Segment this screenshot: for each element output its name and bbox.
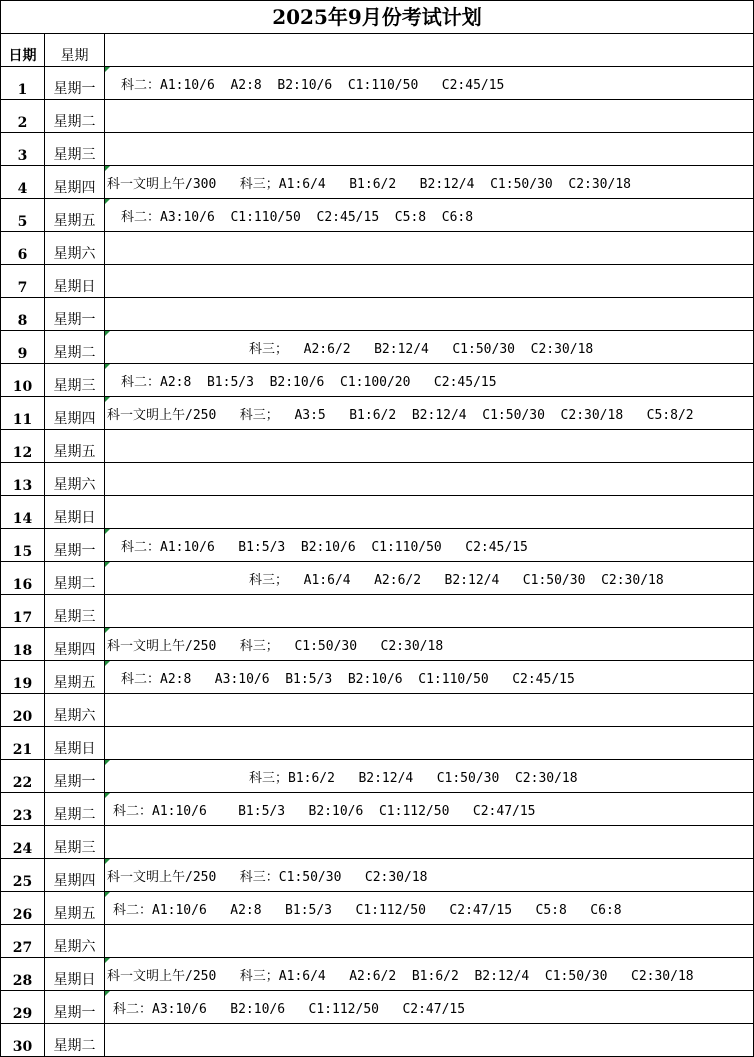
plan-text: 科二：A3:10/6 B2:10/6 C1:112/50 C2:47/15 (113, 1001, 466, 1017)
plan-text: 科三； A1:6/4 A2:6/2 B2:12/4 C1:50/30 C2:30/18 (249, 572, 664, 588)
plan-cell[interactable] (105, 298, 753, 330)
date-cell[interactable]: 19 (1, 661, 45, 693)
plan-text: 科二：A3:10/6 C1:110/50 C2:45/15 C5:8 C6:8 (121, 209, 474, 225)
table-row (1, 331, 753, 364)
weekday-cell[interactable]: 星期日 (45, 496, 105, 528)
plan-text: 科二：A2:8 A3:10/6 B1:5/3 B2:10/6 C1:110/50 C2:45/15 (121, 671, 575, 687)
plan-text: 科二：A2:8 B1:5/3 B2:10/6 C1:100/20 C2:45/15 (121, 374, 497, 390)
plan-cell[interactable] (105, 265, 753, 297)
header-weekday: 星期 (45, 34, 105, 66)
table-row (1, 595, 753, 628)
date-cell[interactable]: 18 (1, 628, 45, 660)
plan-cell[interactable] (105, 100, 753, 132)
plan-cell[interactable] (105, 958, 753, 990)
plan-cell[interactable] (105, 694, 753, 726)
plan-cell[interactable] (105, 826, 753, 858)
table-row (1, 826, 753, 859)
date-cell[interactable]: 2 (1, 100, 45, 132)
plan-cell[interactable] (105, 364, 753, 396)
table-row (1, 397, 753, 430)
table-row (1, 463, 753, 496)
weekday-cell[interactable]: 星期日 (45, 958, 105, 990)
date-cell[interactable]: 10 (1, 364, 45, 396)
plan-cell[interactable] (105, 925, 753, 957)
date-cell[interactable]: 24 (1, 826, 45, 858)
weekday-cell[interactable]: 星期一 (45, 760, 105, 792)
table-row (1, 727, 753, 760)
plan-text: 科一文明上午/250 科三：C1:50/30 C2:30/18 (107, 869, 428, 885)
plan-text: 科一文明上午/250 科三； A3:5 B1:6/2 B2:12/4 C1:50/30 C2:30/18 C5:8/2 (107, 407, 694, 423)
plan-cell[interactable] (105, 991, 753, 1023)
weekday-cell[interactable]: 星期一 (45, 298, 105, 330)
date-cell[interactable]: 28 (1, 958, 45, 990)
date-cell[interactable]: 30 (1, 1024, 45, 1056)
table-row (1, 199, 753, 232)
table-row (1, 628, 753, 661)
weekday-cell[interactable]: 星期五 (45, 661, 105, 693)
weekday-cell[interactable]: 星期五 (45, 892, 105, 924)
date-cell[interactable]: 11 (1, 397, 45, 429)
plan-cell[interactable] (105, 1024, 753, 1056)
weekday-cell[interactable]: 星期六 (45, 463, 105, 495)
plan-text: 科二：A1:10/6 A2:8 B2:10/6 C1:110/50 C2:45/15 (121, 77, 505, 93)
weekday-cell[interactable]: 星期二 (45, 100, 105, 132)
plan-cell[interactable] (105, 661, 753, 693)
plan-cell[interactable] (105, 628, 753, 660)
table-row (1, 760, 753, 793)
plan-cell[interactable] (105, 430, 753, 462)
plan-cell[interactable] (105, 199, 753, 231)
table-row (1, 793, 753, 826)
date-cell[interactable]: 15 (1, 529, 45, 561)
weekday-cell[interactable]: 星期五 (45, 199, 105, 231)
table-row (1, 430, 753, 463)
weekday-cell[interactable]: 星期日 (45, 727, 105, 759)
plan-cell[interactable] (105, 397, 753, 429)
weekday-cell[interactable]: 星期二 (45, 562, 105, 594)
date-cell[interactable]: 21 (1, 727, 45, 759)
date-cell[interactable]: 25 (1, 859, 45, 891)
date-cell[interactable]: 1 (1, 67, 45, 99)
table-row (1, 958, 753, 991)
weekday-cell[interactable]: 星期四 (45, 628, 105, 660)
plan-cell[interactable] (105, 859, 753, 891)
plan-text: 科一文明上午/300 科三；A1:6/4 B1:6/2 B2:12/4 C1:50/30 C2:30/18 (107, 176, 631, 192)
plan-cell[interactable] (105, 727, 753, 759)
weekday-cell[interactable]: 星期六 (45, 232, 105, 264)
plan-cell[interactable] (105, 496, 753, 528)
plan-cell[interactable] (105, 562, 753, 594)
plan-text: 科一文明上午/250 科三；A1:6/4 A2:6/2 B1:6/2 B2:12/4 C1:50/30 C2:30/18 (107, 968, 694, 984)
table-row (1, 562, 753, 595)
plan-text: 科三； A2:6/2 B2:12/4 C1:50/30 C2:30/18 (249, 341, 594, 357)
weekday-cell[interactable]: 星期二 (45, 331, 105, 363)
date-cell[interactable]: 20 (1, 694, 45, 726)
sheet-title: 2025年9月份考试计划 (1, 1, 753, 34)
date-cell[interactable]: 4 (1, 166, 45, 198)
date-cell[interactable]: 27 (1, 925, 45, 957)
weekday-cell[interactable]: 星期三 (45, 364, 105, 396)
table-row (1, 529, 753, 562)
header-date: 日期 (1, 34, 45, 66)
plan-text: 科二：A1:10/6 B1:5/3 B2:10/6 C1:110/50 C2:45/15 (121, 539, 528, 555)
weekday-cell[interactable]: 星期日 (45, 265, 105, 297)
weekday-cell[interactable]: 星期六 (45, 694, 105, 726)
plan-cell[interactable] (105, 331, 753, 363)
plan-text: 科二：A1:10/6 B1:5/3 B2:10/6 C1:112/50 C2:47/15 (113, 803, 536, 819)
weekday-cell[interactable]: 星期三 (45, 133, 105, 165)
table-row (1, 1024, 753, 1057)
table-row (1, 298, 753, 331)
date-cell[interactable]: 26 (1, 892, 45, 924)
plan-cell[interactable] (105, 67, 753, 99)
table-row (1, 265, 753, 298)
weekday-cell[interactable]: 星期一 (45, 991, 105, 1023)
table-row (1, 166, 753, 199)
plan-cell[interactable] (105, 133, 753, 165)
weekday-cell[interactable]: 星期二 (45, 793, 105, 825)
table-row (1, 694, 753, 727)
plan-text: 科二：A1:10/6 A2:8 B1:5/3 C1:112/50 C2:47/15 C5:8 C6:8 (113, 902, 622, 918)
table-row (1, 859, 753, 892)
plan-cell[interactable] (105, 463, 753, 495)
header-row (1, 34, 753, 67)
weekday-cell[interactable]: 星期二 (45, 1024, 105, 1056)
weekday-cell[interactable]: 星期三 (45, 595, 105, 627)
table-row (1, 661, 753, 694)
table-row (1, 232, 753, 265)
date-cell[interactable]: 14 (1, 496, 45, 528)
date-cell[interactable]: 23 (1, 793, 45, 825)
date-cell[interactable]: 29 (1, 991, 45, 1023)
plan-cell[interactable] (105, 232, 753, 264)
table-row (1, 925, 753, 958)
weekday-cell[interactable]: 星期一 (45, 529, 105, 561)
plan-text: 科一文明上午/250 科三； C1:50/30 C2:30/18 (107, 638, 444, 654)
date-cell[interactable]: 16 (1, 562, 45, 594)
weekday-cell[interactable]: 星期四 (45, 397, 105, 429)
date-cell[interactable]: 5 (1, 199, 45, 231)
table-row (1, 133, 753, 166)
date-cell[interactable]: 3 (1, 133, 45, 165)
weekday-cell[interactable]: 星期四 (45, 859, 105, 891)
date-cell[interactable]: 13 (1, 463, 45, 495)
plan-text: 科三；B1:6/2 B2:12/4 C1:50/30 C2:30/18 (249, 770, 578, 786)
weekday-cell[interactable]: 星期五 (45, 430, 105, 462)
date-cell[interactable]: 17 (1, 595, 45, 627)
table-row (1, 496, 753, 529)
weekday-cell[interactable]: 星期一 (45, 67, 105, 99)
date-cell[interactable]: 22 (1, 760, 45, 792)
header-plan (105, 34, 753, 66)
table-row (1, 100, 753, 133)
table-row (1, 892, 753, 925)
weekday-cell[interactable]: 星期四 (45, 166, 105, 198)
date-cell[interactable]: 9 (1, 331, 45, 363)
weekday-cell[interactable]: 星期三 (45, 826, 105, 858)
date-cell[interactable]: 6 (1, 232, 45, 264)
table-row (1, 67, 753, 100)
table-row (1, 991, 753, 1024)
weekday-cell[interactable]: 星期六 (45, 925, 105, 957)
plan-cell[interactable] (105, 892, 753, 924)
date-cell[interactable]: 12 (1, 430, 45, 462)
plan-cell[interactable] (105, 595, 753, 627)
plan-cell[interactable] (105, 529, 753, 561)
plan-cell[interactable] (105, 793, 753, 825)
table-row (1, 364, 753, 397)
date-cell[interactable]: 7 (1, 265, 45, 297)
plan-cell[interactable] (105, 760, 753, 792)
plan-cell[interactable] (105, 166, 753, 198)
date-cell[interactable]: 8 (1, 298, 45, 330)
schedule-rows (1, 67, 753, 1057)
